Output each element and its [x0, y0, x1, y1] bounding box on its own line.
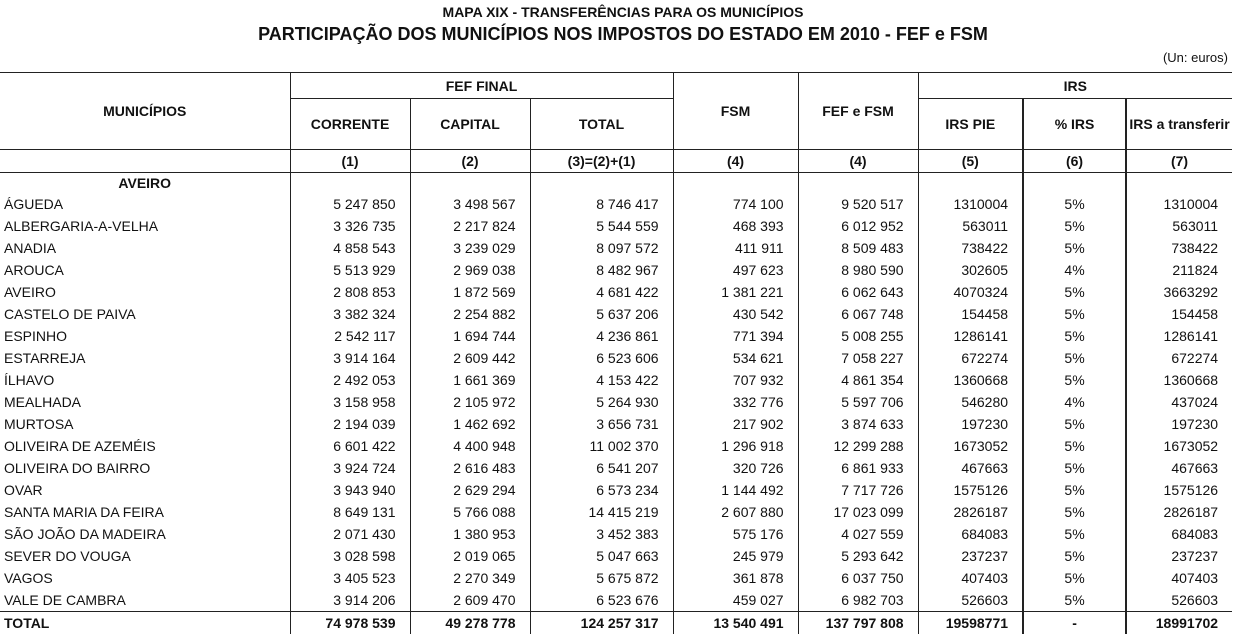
- table-row: [0, 193, 1232, 215]
- fef-total: 4 236 861: [530, 325, 673, 347]
- fef-total: 3 452 383: [530, 523, 673, 545]
- municipio-name: OVAR: [0, 479, 290, 501]
- fef-capital: 2 019 065: [410, 545, 530, 567]
- header-municipios: MUNICÍPIOS: [0, 73, 290, 150]
- fef-capital: 3 498 567: [410, 193, 530, 215]
- pct-irs: 5%: [1023, 413, 1126, 435]
- irs-pie: 526603: [918, 589, 1023, 612]
- total-fef-capital: 49 278 778: [410, 612, 530, 634]
- fef-capital: 1 661 369: [410, 369, 530, 391]
- municipio-name: MURTOSA: [0, 413, 290, 435]
- fef-total: 8 746 417: [530, 193, 673, 215]
- irs-a-transferir: 407403: [1126, 567, 1232, 589]
- municipio-name: MEALHADA: [0, 391, 290, 413]
- fef-fsm-value: 6 982 703: [798, 589, 918, 612]
- fef-corrente: 2 542 117: [290, 325, 410, 347]
- fef-total: 11 002 370: [530, 435, 673, 457]
- header-index-4b: (4): [798, 150, 918, 173]
- irs-pie: 1360668: [918, 369, 1023, 391]
- municipio-name: AROUCA: [0, 259, 290, 281]
- fef-fsm-value: 6 062 643: [798, 281, 918, 303]
- fef-corrente: 2 492 053: [290, 369, 410, 391]
- fef-total: 5 637 206: [530, 303, 673, 325]
- header-index-7: (7): [1126, 150, 1232, 173]
- pct-irs: 5%: [1023, 347, 1126, 369]
- irs-a-transferir: 684083: [1126, 523, 1232, 545]
- fef-fsm-value: 6 067 748: [798, 303, 918, 325]
- fef-fsm-value: 7 717 726: [798, 479, 918, 501]
- irs-pie: 2826187: [918, 501, 1023, 523]
- table-row: [0, 501, 1232, 523]
- table-row: [0, 457, 1232, 479]
- map-title: MAPA XIX - TRANSFERÊNCIAS PARA OS MUNICÍPIOS: [0, 4, 1246, 20]
- fef-corrente: 6 601 422: [290, 435, 410, 457]
- fef-fsm-value: 6 012 952: [798, 215, 918, 237]
- table-row: [0, 369, 1232, 391]
- irs-pie: 672274: [918, 347, 1023, 369]
- irs-a-transferir: 738422: [1126, 237, 1232, 259]
- table-row: [0, 545, 1232, 567]
- fef-fsm-value: 7 058 227: [798, 347, 918, 369]
- fef-corrente: 3 914 164: [290, 347, 410, 369]
- fef-corrente: 3 028 598: [290, 545, 410, 567]
- table-row: [0, 523, 1232, 545]
- municipio-name: ESPINHO: [0, 325, 290, 347]
- header-index-2: (2): [410, 150, 530, 173]
- pct-irs: 5%: [1023, 501, 1126, 523]
- fsm-value: 1 144 492: [673, 479, 798, 501]
- irs-pie: 1575126: [918, 479, 1023, 501]
- irs-pie: 197230: [918, 413, 1023, 435]
- irs-a-transferir: 1575126: [1126, 479, 1232, 501]
- fsm-value: 459 027: [673, 589, 798, 612]
- irs-pie: 154458: [918, 303, 1023, 325]
- irs-a-transferir: 211824: [1126, 259, 1232, 281]
- total-pct-irs: -: [1023, 612, 1126, 634]
- fef-total: 6 523 606: [530, 347, 673, 369]
- fsm-value: 430 542: [673, 303, 798, 325]
- pct-irs: 5%: [1023, 435, 1126, 457]
- header-pct-irs: % IRS: [1023, 99, 1126, 150]
- table-row: [0, 215, 1232, 237]
- fef-total: 6 573 234: [530, 479, 673, 501]
- irs-a-transferir: 1673052: [1126, 435, 1232, 457]
- header-irs-transferir: IRS a transferir: [1126, 99, 1232, 150]
- irs-a-transferir: 1286141: [1126, 325, 1232, 347]
- pct-irs: 5%: [1023, 193, 1126, 215]
- district-name: AVEIRO: [0, 173, 290, 194]
- table-row: [0, 237, 1232, 259]
- fef-corrente: 3 382 324: [290, 303, 410, 325]
- municipio-name: ÍLHAVO: [0, 369, 290, 391]
- pct-irs: 5%: [1023, 457, 1126, 479]
- fsm-value: 217 902: [673, 413, 798, 435]
- municipio-name: VALE DE CAMBRA: [0, 589, 290, 612]
- district-row: [0, 173, 1232, 194]
- fef-capital: 4 400 948: [410, 435, 530, 457]
- fef-capital: 2 105 972: [410, 391, 530, 413]
- table-row: [0, 281, 1232, 303]
- fef-corrente: 3 326 735: [290, 215, 410, 237]
- fef-capital: 5 766 088: [410, 501, 530, 523]
- fef-capital: 2 254 882: [410, 303, 530, 325]
- header-fef-final: FEF FINAL: [290, 73, 673, 99]
- table-row: [0, 259, 1232, 281]
- header-irs: IRS: [918, 73, 1232, 99]
- table-row: [0, 325, 1232, 347]
- fsm-value: 774 100: [673, 193, 798, 215]
- fef-fsm-value: 5 008 255: [798, 325, 918, 347]
- fef-fsm-value: 4 027 559: [798, 523, 918, 545]
- fef-fsm-value: 9 520 517: [798, 193, 918, 215]
- table-row: [0, 303, 1232, 325]
- fsm-value: 468 393: [673, 215, 798, 237]
- fef-corrente: 2 071 430: [290, 523, 410, 545]
- irs-a-transferir: 197230: [1126, 413, 1232, 435]
- pct-irs: 4%: [1023, 391, 1126, 413]
- fef-corrente: 3 158 958: [290, 391, 410, 413]
- fef-corrente: 2 194 039: [290, 413, 410, 435]
- municipio-name: CASTELO DE PAIVA: [0, 303, 290, 325]
- fsm-value: 1 296 918: [673, 435, 798, 457]
- fef-corrente: 2 808 853: [290, 281, 410, 303]
- table-body: [0, 173, 1232, 634]
- total-fef-corrente: 74 978 539: [290, 612, 410, 634]
- fef-total: 8 097 572: [530, 237, 673, 259]
- irs-a-transferir: 563011: [1126, 215, 1232, 237]
- fef-capital: 1 462 692: [410, 413, 530, 435]
- fef-fsm-value: 17 023 099: [798, 501, 918, 523]
- municipio-name: AVEIRO: [0, 281, 290, 303]
- irs-pie: 684083: [918, 523, 1023, 545]
- total-fef-total: 124 257 317: [530, 612, 673, 634]
- table-row: [0, 391, 1232, 413]
- irs-pie: 237237: [918, 545, 1023, 567]
- fef-total: 8 482 967: [530, 259, 673, 281]
- fef-capital: 2 969 038: [410, 259, 530, 281]
- fsm-value: 245 979: [673, 545, 798, 567]
- fef-corrente: 3 924 724: [290, 457, 410, 479]
- fef-fsm-value: 3 874 633: [798, 413, 918, 435]
- irs-a-transferir: 3663292: [1126, 281, 1232, 303]
- header-index-6: (6): [1023, 150, 1126, 173]
- irs-pie: 563011: [918, 215, 1023, 237]
- fsm-value: 575 176: [673, 523, 798, 545]
- pct-irs: 5%: [1023, 589, 1126, 612]
- fef-total: 6 541 207: [530, 457, 673, 479]
- fef-fsm-value: 5 597 706: [798, 391, 918, 413]
- fef-corrente: 4 858 543: [290, 237, 410, 259]
- municipio-name: SANTA MARIA DA FEIRA: [0, 501, 290, 523]
- fef-total: 14 415 219: [530, 501, 673, 523]
- irs-pie: 467663: [918, 457, 1023, 479]
- table-row: [0, 567, 1232, 589]
- municipio-name: SÃO JOÃO DA MADEIRA: [0, 523, 290, 545]
- pct-irs: 5%: [1023, 523, 1126, 545]
- pct-irs: 5%: [1023, 303, 1126, 325]
- irs-a-transferir: 2826187: [1126, 501, 1232, 523]
- fsm-value: 707 932: [673, 369, 798, 391]
- fef-fsm-value: 6 861 933: [798, 457, 918, 479]
- fef-fsm-value: 6 037 750: [798, 567, 918, 589]
- table-row: [0, 435, 1232, 457]
- pct-irs: 5%: [1023, 215, 1126, 237]
- irs-a-transferir: 526603: [1126, 589, 1232, 612]
- municipio-name: OLIVEIRA DO BAIRRO: [0, 457, 290, 479]
- irs-a-transferir: 154458: [1126, 303, 1232, 325]
- fef-corrente: 5 513 929: [290, 259, 410, 281]
- pct-irs: 5%: [1023, 281, 1126, 303]
- fsm-value: 534 621: [673, 347, 798, 369]
- municipio-name: ANADIA: [0, 237, 290, 259]
- header-index-4: (4): [673, 150, 798, 173]
- fef-fsm-value: 12 299 288: [798, 435, 918, 457]
- total-municipio-name: TOTAL: [0, 612, 290, 634]
- header-fef-fsm: FEF e FSM: [798, 73, 918, 150]
- irs-a-transferir: 437024: [1126, 391, 1232, 413]
- irs-pie: 1673052: [918, 435, 1023, 457]
- fsm-value: 2 607 880: [673, 501, 798, 523]
- irs-pie: 407403: [918, 567, 1023, 589]
- irs-pie: 546280: [918, 391, 1023, 413]
- header-capital: CAPITAL: [410, 99, 530, 150]
- fef-total: 4 153 422: [530, 369, 673, 391]
- pct-irs: 5%: [1023, 237, 1126, 259]
- fef-fsm-value: 4 861 354: [798, 369, 918, 391]
- fef-total: 6 523 676: [530, 589, 673, 612]
- pct-irs: 5%: [1023, 545, 1126, 567]
- fef-fsm-value: 5 293 642: [798, 545, 918, 567]
- irs-pie: 302605: [918, 259, 1023, 281]
- fef-corrente: 5 247 850: [290, 193, 410, 215]
- fef-capital: 3 239 029: [410, 237, 530, 259]
- municipio-name: VAGOS: [0, 567, 290, 589]
- table-row: [0, 347, 1232, 369]
- unit-label: (Un: euros): [1163, 50, 1228, 65]
- fef-corrente: 3 943 940: [290, 479, 410, 501]
- fef-total: 5 544 559: [530, 215, 673, 237]
- irs-a-transferir: 672274: [1126, 347, 1232, 369]
- total-fsm-value: 13 540 491: [673, 612, 798, 634]
- irs-pie: 4070324: [918, 281, 1023, 303]
- fsm-value: 771 394: [673, 325, 798, 347]
- fef-capital: 1 380 953: [410, 523, 530, 545]
- header-total: TOTAL: [530, 99, 673, 150]
- fef-capital: 2 629 294: [410, 479, 530, 501]
- header-index-3: (3)=(2)+(1): [530, 150, 673, 173]
- fsm-value: 1 381 221: [673, 281, 798, 303]
- fef-fsm-value: 8 980 590: [798, 259, 918, 281]
- fsm-value: 320 726: [673, 457, 798, 479]
- irs-pie: 738422: [918, 237, 1023, 259]
- fef-capital: 2 609 442: [410, 347, 530, 369]
- header-index-blank: [0, 150, 290, 173]
- municipio-name: SEVER DO VOUGA: [0, 545, 290, 567]
- fef-total: 5 675 872: [530, 567, 673, 589]
- fef-capital: 2 270 349: [410, 567, 530, 589]
- table-row: [0, 589, 1232, 612]
- irs-pie: 1310004: [918, 193, 1023, 215]
- pct-irs: 4%: [1023, 259, 1126, 281]
- irs-a-transferir: 1310004: [1126, 193, 1232, 215]
- irs-pie: 1286141: [918, 325, 1023, 347]
- municipal-transfers-table: [0, 72, 1232, 634]
- header-fsm: FSM: [673, 73, 798, 150]
- fef-total: 4 681 422: [530, 281, 673, 303]
- pct-irs: 5%: [1023, 479, 1126, 501]
- fef-fsm-value: 8 509 483: [798, 237, 918, 259]
- header-index-1: (1): [290, 150, 410, 173]
- municipio-name: ALBERGARIA-A-VELHA: [0, 215, 290, 237]
- fef-capital: 2 616 483: [410, 457, 530, 479]
- report-title: PARTICIPAÇÃO DOS MUNICÍPIOS NOS IMPOSTOS DO ESTADO EM 2010 - FEF e FSM: [0, 24, 1246, 45]
- fef-corrente: 8 649 131: [290, 501, 410, 523]
- fsm-value: 361 878: [673, 567, 798, 589]
- fef-total: 3 656 731: [530, 413, 673, 435]
- pct-irs: 5%: [1023, 325, 1126, 347]
- municipio-name: ÁGUEDA: [0, 193, 290, 215]
- municipio-name: ESTARREJA: [0, 347, 290, 369]
- pct-irs: 5%: [1023, 369, 1126, 391]
- total-irs-a-transferir: 18991702: [1126, 612, 1232, 634]
- table-row: [0, 479, 1232, 501]
- fef-total: 5 264 930: [530, 391, 673, 413]
- table-row: [0, 413, 1232, 435]
- pct-irs: 5%: [1023, 567, 1126, 589]
- municipio-name: OLIVEIRA DE AZEMÉIS: [0, 435, 290, 457]
- header-corrente: CORRENTE: [290, 99, 410, 150]
- header-index-5: (5): [918, 150, 1023, 173]
- fef-corrente: 3 914 206: [290, 589, 410, 612]
- fsm-value: 497 623: [673, 259, 798, 281]
- fef-capital: 2 609 470: [410, 589, 530, 612]
- fef-capital: 2 217 824: [410, 215, 530, 237]
- total-irs-pie: 19598771: [918, 612, 1023, 634]
- irs-a-transferir: 1360668: [1126, 369, 1232, 391]
- irs-a-transferir: 237237: [1126, 545, 1232, 567]
- fef-capital: 1 872 569: [410, 281, 530, 303]
- fef-capital: 1 694 744: [410, 325, 530, 347]
- fsm-value: 411 911: [673, 237, 798, 259]
- irs-a-transferir: 467663: [1126, 457, 1232, 479]
- header-irs-pie: IRS PIE: [918, 99, 1023, 150]
- fsm-value: 332 776: [673, 391, 798, 413]
- total-fef-fsm-value: 137 797 808: [798, 612, 918, 634]
- fef-total: 5 047 663: [530, 545, 673, 567]
- fef-corrente: 3 405 523: [290, 567, 410, 589]
